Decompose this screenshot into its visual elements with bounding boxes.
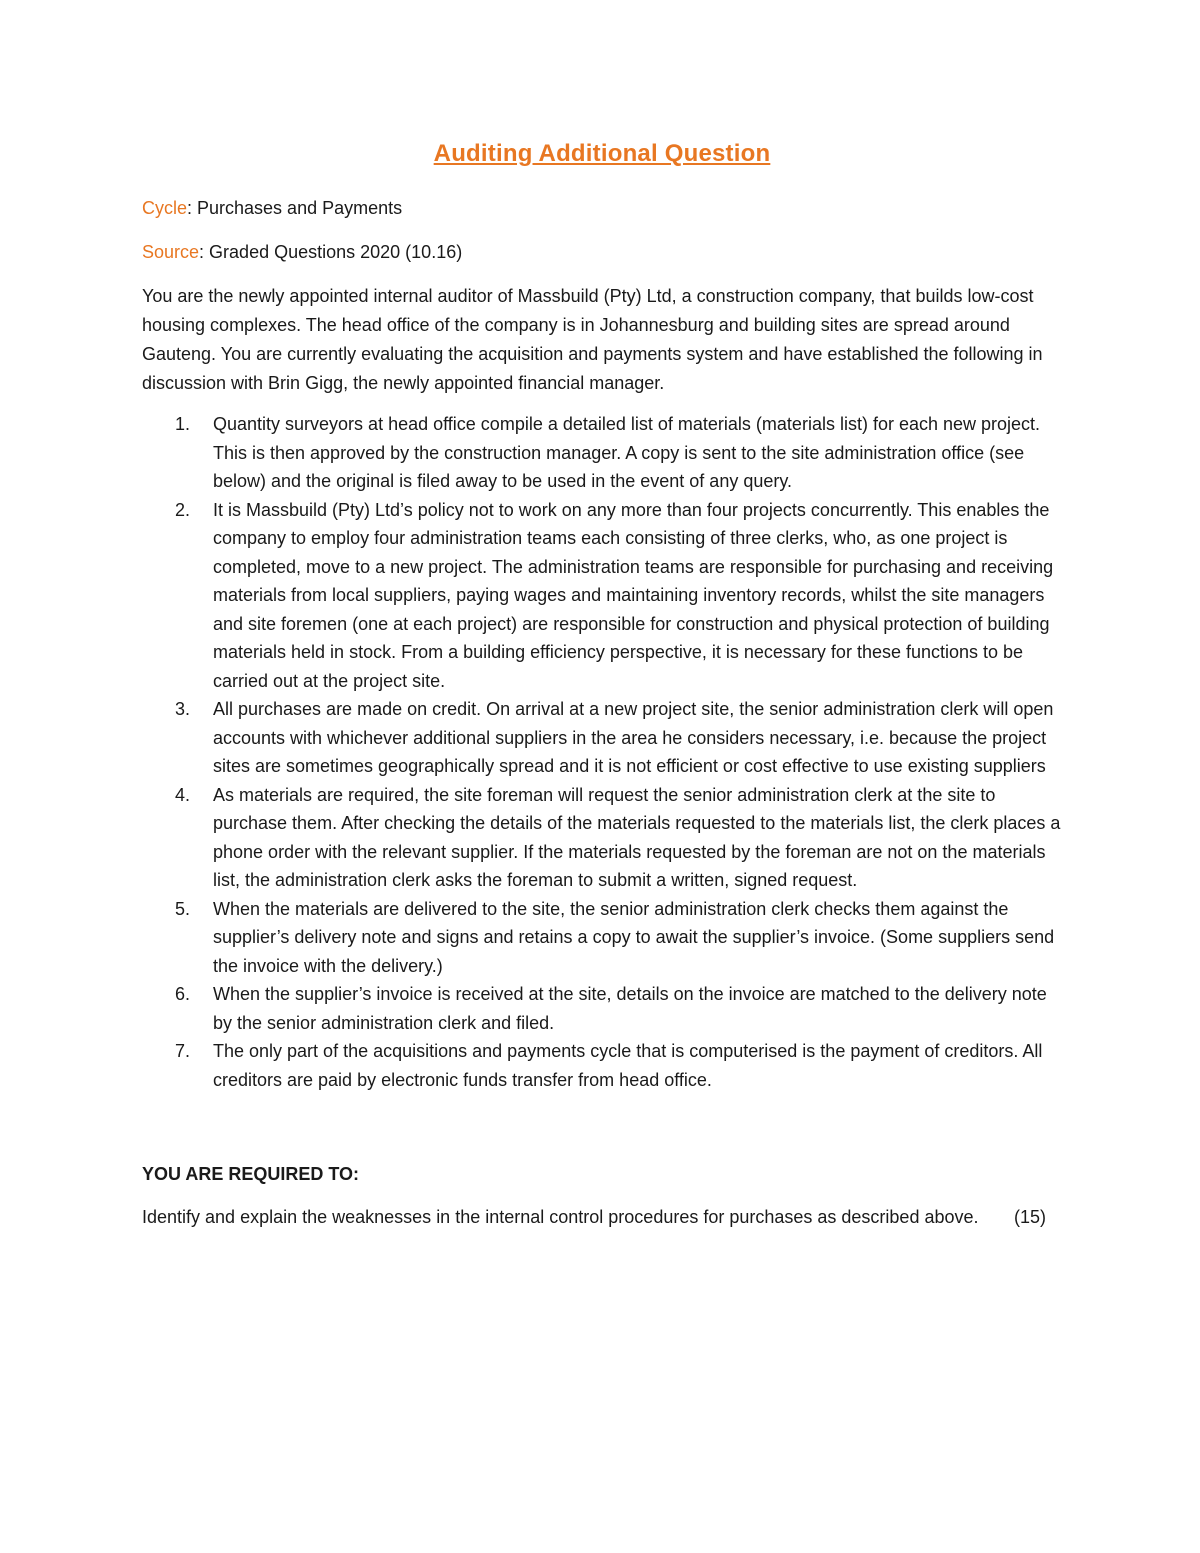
control-procedures-list bbox=[142, 410, 1062, 1094]
cycle-value: : Purchases and Payments bbox=[187, 198, 403, 218]
list-item bbox=[142, 980, 1062, 1037]
list-item-text: Quantity surveyors at head office compile a detailed list of materials (materials list) for each new project. This is then approved by the construction manager. A copy is sent to the site administration office (see below) and the original is filed away to be used in the event of any query. bbox=[213, 414, 1041, 491]
list-item-text: When the supplier’s invoice is received at the site, details on the invoice are matched to the delivery note by the senior administration clerk and filed. bbox=[213, 984, 1047, 1033]
list-item-number: 1. bbox=[175, 414, 191, 434]
list-item-number: 2. bbox=[175, 499, 191, 520]
marks-allocation: (15) bbox=[1013, 1207, 1046, 1227]
list-item-number: 6. bbox=[175, 984, 191, 1004]
list-item bbox=[142, 410, 1062, 496]
instruction-text: Identify and explain the weaknesses in the internal control procedures for purchases as described above. bbox=[142, 1207, 979, 1227]
list-item-number: 5. bbox=[175, 898, 191, 919]
cycle-line bbox=[142, 194, 1062, 222]
source-label: Source bbox=[142, 242, 200, 262]
source-line bbox=[142, 238, 1062, 266]
list-item bbox=[142, 496, 1062, 696]
required-heading: YOU ARE REQUIRED TO: bbox=[142, 1164, 360, 1184]
source-value: : Graded Questions 2020 (10.16) bbox=[199, 242, 463, 262]
list-item bbox=[142, 1037, 1062, 1094]
intro-paragraph: You are the newly appointed internal auditor of Massbuild (Pty) Ltd, a construction company, that builds low-cost housing complexes. The head office of the company is in Johannesburg and building sites are spread around Gauteng. You are currently evaluating the acquisition and payments system and have established the following in discussion with Brin Gigg, the newly appointed financial manager. bbox=[142, 286, 1043, 393]
list-item-text: When the materials are delivered to the site, the senior administration clerk checks them against the supplier’s delivery note and signs and retains a copy to await the supplier’s invoice. (Some suppliers send the invoice with the delivery.) bbox=[213, 898, 1055, 976]
list-item-number: 7. bbox=[175, 1041, 191, 1061]
list-item-text: All purchases are made on credit. On arrival at a new project site, the senior administration clerk will open accounts with whichever additional suppliers in the area he considers necessary, i.e. because the project sites are sometimes geographically spread and it is not efficient or cost effective to use existing suppliers bbox=[213, 699, 1054, 776]
list-item bbox=[142, 781, 1062, 895]
list-item-text: The only part of the acquisitions and payments cycle that is computerised is the payment of creditors. All creditors are paid by electronic funds transfer from head office. bbox=[213, 1041, 1043, 1090]
list-item-text: It is Massbuild (Pty) Ltd’s policy not to work on any more than four projects concurrently. This enables the company to employ four administration teams each consisting of three clerks, who, as one project is completed, move to a new project. The administration teams are responsible for purchasing and receiving materials from local suppliers, paying wages and maintaining inventory records, whilst the site managers and site foremen (one at each project) are responsible for construction and physical protection of building materials held in stock. From a building efficiency perspective, it is necessary for these functions to be carried out at the project site. bbox=[213, 499, 1054, 691]
list-item-number: 3. bbox=[175, 699, 191, 719]
document-page bbox=[142, 140, 1062, 1232]
document-title: Auditing Additional Question bbox=[433, 140, 771, 167]
cycle-label: Cycle bbox=[142, 198, 188, 218]
list-item bbox=[142, 695, 1062, 781]
list-item bbox=[142, 895, 1062, 981]
list-item-text: As materials are required, the site foreman will request the senior administration clerk at the site to purchase them. After checking the details of the materials requested to the materials list, the clerk places a phone order with the relevant supplier. If the materials requested by the foreman are not on the materials list, the administration clerk asks the foreman to submit a written, signed request. bbox=[213, 784, 1061, 890]
list-item-number: 4. bbox=[175, 784, 191, 805]
instruction-paragraph bbox=[142, 1203, 1062, 1232]
